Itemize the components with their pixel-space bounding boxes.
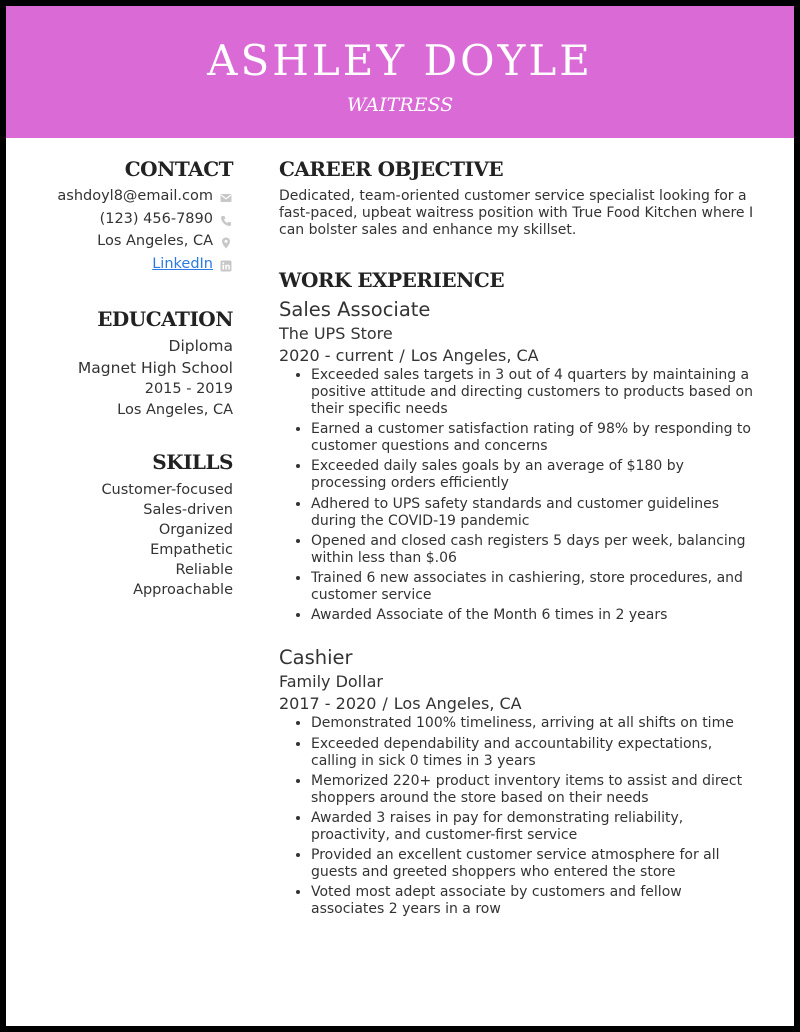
experience-heading: WORK EXPERIENCE: [279, 268, 505, 292]
job-bullet: • Exceeded daily sales goals by an average of $180 by processing orders efficiently: [311, 458, 759, 492]
job-bullet: • Provided an excellent customer service atmosphere for all guests and greeted shoppers who entered the store: [311, 847, 759, 881]
skill-item: Organized: [158, 522, 233, 538]
contact-email-row: [6, 186, 233, 209]
job-title: Sales Associate: [279, 298, 431, 321]
resume-header: [6, 6, 794, 138]
skill-item: Empathetic: [150, 542, 233, 558]
job-bullet: • Trained 6 new associates in cashiering, store procedures, and customer service: [311, 570, 759, 604]
job-location: Los Angeles, CA: [393, 694, 522, 714]
contact-heading: CONTACT: [124, 157, 233, 181]
contact-location-row: [6, 231, 233, 254]
job-dates: 2020 - current: [279, 346, 394, 365]
job-location: Los Angeles, CA: [410, 346, 539, 365]
linkedin-link[interactable]: LinkedIn: [152, 255, 213, 272]
job-bullet: • Awarded Associate of the Month 6 times in 2 years: [311, 607, 759, 624]
education-location: Los Angeles, CA: [117, 402, 233, 418]
contact-phone: (123) 456-7890: [99, 210, 213, 227]
job-bullet: • Exceeded sales targets in 3 out of 4 quarters by maintaining a positive attitude and directing customers to products based on their specific needs: [311, 367, 759, 418]
job-entry: [279, 297, 759, 624]
job-bullet: • Opened and closed cash registers 5 days per week, balancing within less than $.06: [311, 533, 759, 567]
job-bullet: • Earned a customer satisfaction rating of 98% by responding to customer questions and concerns: [311, 421, 759, 455]
right-column: [279, 156, 759, 921]
contact-email[interactable]: ashdoyl8@email.com: [57, 188, 213, 204]
job-dates: 2017 - 2020: [279, 694, 377, 714]
job-company: Family Dollar: [279, 672, 383, 692]
education-heading: EDUCATION: [97, 307, 233, 331]
candidate-title: WAITRESS: [346, 94, 454, 116]
job-entry: [279, 645, 759, 918]
resume-page: [6, 6, 794, 1026]
job-title: Cashier: [279, 646, 353, 670]
job-separator: /: [382, 694, 388, 714]
job-bullet: • Demonstrated 100% timeliness, arriving at all shifts on time: [311, 715, 759, 732]
skill-item: Customer-focused: [101, 482, 233, 498]
skill-item: Reliable: [175, 562, 233, 578]
education-years: 2015 - 2019: [144, 381, 233, 397]
skill-item: Approachable: [133, 582, 233, 598]
job-bullets: [279, 367, 759, 624]
job-meta: [279, 345, 759, 367]
job-separator: /: [399, 346, 405, 365]
job-meta: [279, 693, 759, 715]
objective-text: Dedicated, team-oriented customer service specialist looking for a fast-paced, upbeat waitress position with True Food Kitchen where I can bolster sales and enhance my skillset.: [279, 188, 754, 238]
job-bullet: • Exceeded dependability and accountability expectations, calling in sick 0 times in 3 years: [311, 736, 759, 770]
job-company: The UPS Store: [279, 324, 393, 343]
contact-location: Los Angeles, CA: [97, 233, 213, 249]
linkedin-icon: [219, 256, 233, 277]
envelope-icon: [219, 188, 233, 209]
job-bullet: • Adhered to UPS safety standards and customer guidelines during the COVID-19 pandemic: [311, 496, 759, 530]
job-bullet: • Awarded 3 raises in pay for demonstrating reliability, proactivity, and customer-first service: [311, 810, 759, 844]
job-bullets: [279, 715, 759, 918]
contact-phone-row: [6, 209, 233, 232]
contact-linkedin-row: [6, 254, 233, 277]
phone-icon: [219, 211, 233, 232]
education-degree: Diploma: [168, 337, 233, 355]
education-school: Magnet High School: [77, 358, 233, 377]
candidate-name: ASHLEY DOYLE: [207, 36, 593, 85]
skills-heading: SKILLS: [152, 450, 233, 474]
left-column: [6, 156, 233, 600]
skill-item: Sales-driven: [143, 502, 233, 518]
job-bullet: • Voted most adept associate by customers and fellow associates 2 years in a row: [311, 884, 759, 918]
map-pin-icon: [219, 233, 233, 254]
objective-heading: CAREER OBJECTIVE: [279, 157, 504, 181]
job-bullet: • Memorized 220+ product inventory items to assist and direct shoppers around the store based on their needs: [311, 773, 759, 807]
